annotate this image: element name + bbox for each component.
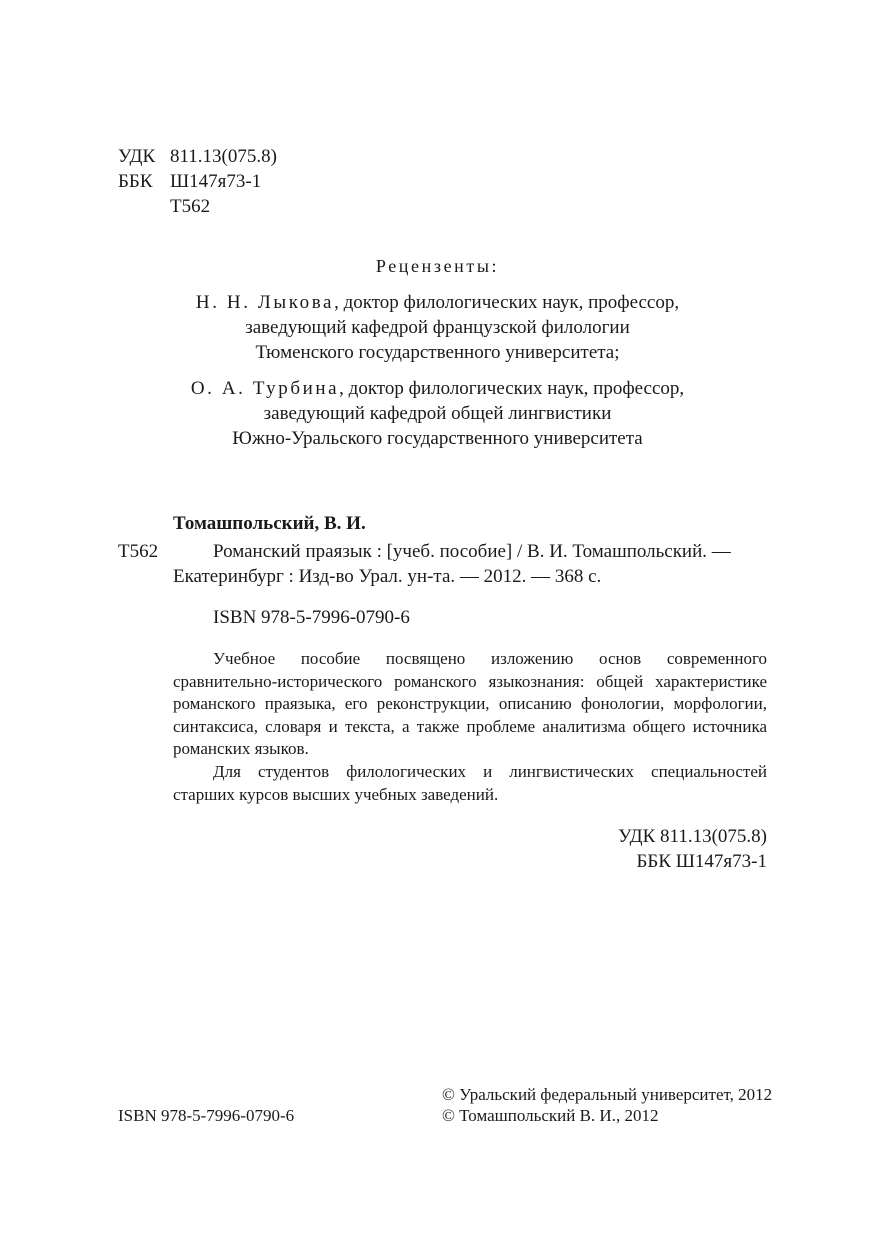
footer-bbk: ББК Ш147я73-1 (636, 851, 767, 872)
reviewer-1-line-1 (0, 292, 875, 314)
catalog-publisher-line: Екатеринбург : Изд-во Урал. ун-та. — 2012. — 368 с. (173, 566, 602, 587)
annotation (173, 648, 767, 806)
catalog-author: Томашпольский, В. И. (173, 513, 366, 534)
reviewer-2-name: О. А. Турбина (190, 378, 340, 399)
reviewer-1-name: Н. Н. Лыкова (195, 292, 335, 313)
reviewer-1-degree: , доктор филологических наук, профессор, (334, 292, 680, 313)
catalog-title-line: Романский праязык : [учеб. пособие] / В. И. Томашпольский. — (213, 541, 731, 562)
reviewer-2-degree: , доктор филологических наук, профессор, (339, 378, 685, 399)
udk-value: 811.13(075.8) (170, 146, 277, 167)
bbk-label: ББК (118, 171, 153, 192)
footer-udk: УДК 811.13(075.8) (618, 826, 767, 847)
annotation-paragraph-2: Для студентов филологических и лингвистических специальностей старших курсов высших учебных заведений. (173, 761, 767, 804)
reviewer-1-line-2: заведующий кафедрой французской филологии (245, 317, 630, 338)
udk-label: УДК (118, 146, 156, 167)
reviewers-heading: Рецензенты: (375, 256, 500, 276)
reviewer-2-line-2: заведующий кафедрой общей лингвистики (263, 403, 612, 424)
catalog-isbn: ISBN 978-5-7996-0790-6 (213, 607, 410, 628)
reviewer-2-line-3: Южно-Уральского государственного университета (232, 428, 643, 449)
bottom-isbn: ISBN 978-5-7996-0790-6 (118, 1106, 295, 1125)
copyright-author: © Томашпольский В. И., 2012 (442, 1106, 659, 1125)
bbk-value: Ш147я73-1 (170, 171, 262, 192)
reviewer-2-line-1 (0, 378, 875, 400)
annotation-paragraph-1: Учебное пособие посвящено изложению основ современного сравнительно-исторического романского языкознания: общей характеристике романского праязыка, его реконструкции, описанию фонологии, морфологии, синтаксиса, словаря и текста, а также проблеме аналитизма общего источника романских языков. (173, 649, 767, 759)
author-mark: Т562 (170, 196, 211, 217)
copyright-university: © Уральский федеральный университет, 2012 (442, 1085, 773, 1104)
reviewer-1-line-3: Тюменского государственного университета; (255, 342, 620, 363)
catalog-mark: Т562 (118, 541, 159, 562)
